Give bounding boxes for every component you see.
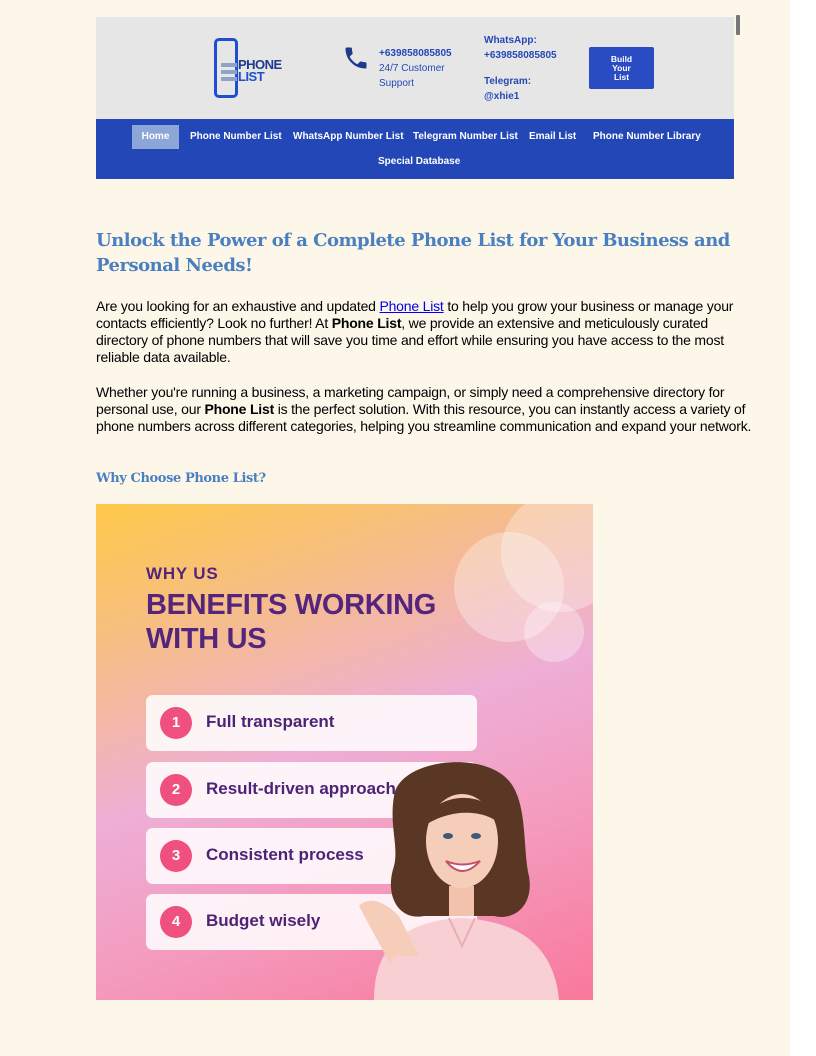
phone-list-link[interactable]: Phone List (379, 298, 444, 314)
phone-icon (342, 44, 370, 72)
whatsapp-number[interactable]: +639858085805 (484, 50, 557, 61)
logo-bar (221, 77, 237, 81)
build-button-line: Your (612, 62, 631, 73)
benefit-number-badge: 1 (160, 707, 192, 739)
benefit-label: Result-driven approach (206, 779, 396, 798)
benefit-number-badge: 2 (160, 774, 192, 806)
whatsapp-label: WhatsApp: (484, 35, 537, 46)
phone-logo-icon (214, 38, 238, 98)
decorative-circle (524, 602, 584, 662)
benefits-promo-image (96, 504, 593, 1000)
benefit-number-badge: 3 (160, 840, 192, 872)
nav-item-email-list[interactable]: Email List (529, 131, 577, 142)
benefit-label: Consistent process (206, 845, 364, 864)
article-title: Unlock the Power of a Complete Phone List for Your Business and Personal Needs! (96, 230, 730, 276)
benefit-label: Full transparent (206, 712, 335, 731)
bold-brand: Phone List (204, 401, 275, 417)
nav-item-telegram-number-list[interactable]: Telegram Number List (413, 131, 518, 142)
page-margin (790, 0, 816, 1056)
benefit-label: Budget wisely (206, 911, 321, 930)
logo-word-phone: PHONE (238, 57, 282, 72)
logo-bar (221, 70, 237, 74)
text-span: to help you grow your business or manage your contacts efficiently? Look no further! At (96, 298, 734, 331)
header-phone-number[interactable]: +639858085805 (379, 48, 452, 59)
build-your-list-button[interactable] (589, 47, 654, 89)
site-header (96, 17, 734, 179)
nav-item-whatsapp-number-list[interactable]: WhatsApp Number List (293, 131, 404, 142)
benefit-item (146, 695, 477, 751)
nav-item-phone-number-library[interactable]: Phone Number Library (593, 131, 701, 142)
text-span: Are you looking for an exhaustive and updated (96, 298, 380, 314)
benefit-number-badge: 4 (160, 906, 192, 938)
bold-brand: Phone List (331, 315, 402, 331)
logo-bar (221, 63, 237, 67)
intro-paragraph (96, 298, 761, 366)
why-choose-heading: Why Choose Phone List? (96, 471, 266, 486)
header-top-bar (96, 17, 734, 119)
build-button-line: List (613, 71, 630, 82)
build-button-line: Build (610, 53, 633, 64)
phone-list-logo[interactable] (214, 38, 282, 100)
second-paragraph (96, 384, 761, 435)
telegram-label: Telegram: (484, 76, 532, 87)
scrollbar-thumb[interactable] (736, 15, 740, 35)
nav-item-phone-number-list[interactable]: Phone Number List (190, 131, 282, 142)
text-span: Whether you're running a business, a marketing campaign, or simply need a comprehensive directory for personal use, our (96, 384, 725, 417)
promo-kicker: WHY US (146, 564, 219, 583)
promo-title: BENEFITS WORKING WITH US (146, 589, 437, 655)
logo-word-list: LIST (238, 69, 265, 84)
article-content (96, 228, 761, 486)
telegram-handle[interactable]: @xhie1 (484, 91, 520, 102)
smiling-woman-illustration (354, 756, 593, 1000)
main-navigation (96, 119, 734, 179)
header-support-text: 24/7 Customer Support (379, 63, 445, 89)
text-span: is the perfect solution. With this resource, you can instantly access a variety of phone numbers across different categories, helping you streamline communication and expand your network. (96, 401, 752, 434)
text-span: , we provide an extensive and meticulously curated directory of phone numbers that will save you time and effort while ensuring you have access to the most reliable data available. (96, 315, 724, 365)
nav-item-home[interactable]: Home (132, 125, 179, 149)
nav-item-special-database[interactable]: Special Database (378, 156, 461, 167)
